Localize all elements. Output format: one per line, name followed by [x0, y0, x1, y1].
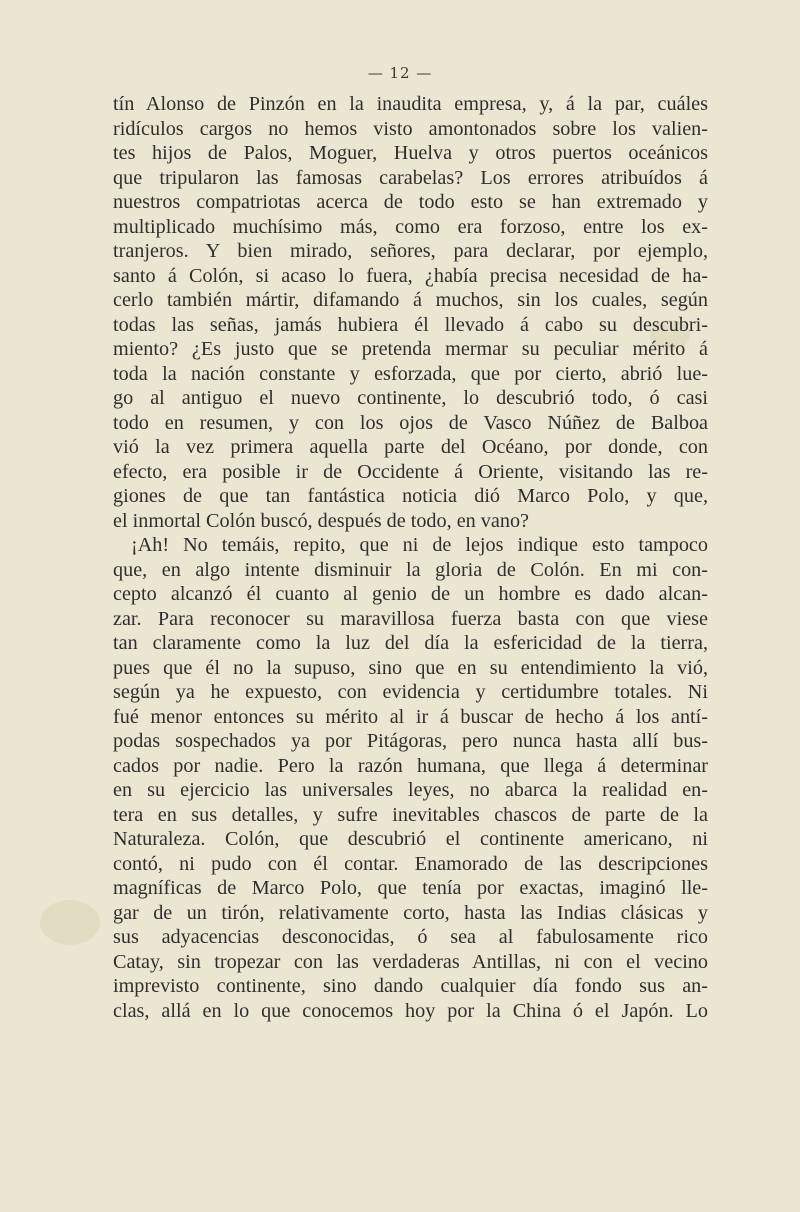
body-text [113, 92, 708, 1023]
text-line: magníficas de Marco Polo, que tenía por exactas, imaginó lle- [113, 877, 708, 899]
page-number: — 12 — [367, 64, 433, 82]
text-line: vió la vez primera aquella parte del Océano, por donde, con [113, 436, 708, 458]
text-line: podas sospechados ya por Pitágoras, pero nunca hasta allí bus- [113, 730, 708, 752]
text-line: ¡Ah! No temáis, repito, que ni de lejos indique esto tampoco [131, 534, 708, 556]
text-line: tan claramente como la luz del día la esfericidad de la tierra, [113, 632, 708, 654]
text-line: tín Alonso de Pinzón en la inaudita empresa, y, á la par, cuáles [113, 93, 708, 115]
text-line: fué menor entonces su mérito al ir á buscar de hecho á los antí- [113, 705, 708, 728]
text-line: pues que él no la supuso, sino que en su entendimiento la vió, [113, 656, 708, 679]
text-line: contó, ni pudo con él contar. Enamorado de las descripciones [113, 852, 708, 875]
text-line: tranjeros. Y bien mirado, señores, para declarar, por ejemplo, [113, 240, 708, 262]
paper-stain [40, 900, 100, 945]
text-line: gar de un tirón, relativamente corto, hasta las Indias clásicas y [113, 901, 708, 924]
text-line: cerlo también mártir, difamando á muchos, sin los cuales, según [113, 289, 708, 311]
text-line: el inmortal Colón buscó, después de todo, en vano? [113, 509, 530, 532]
text-line: todas las señas, jamás hubiera él llevado á cabo su descubri- [113, 313, 708, 336]
text-line: santo á Colón, si acaso lo fuera, ¿había precisa necesidad de ha- [113, 264, 708, 287]
text-line: clas, allá en lo que conocemos hoy por la China ó el Japón. Lo [113, 999, 708, 1022]
text-line: Naturaleza. Colón, que descubrió el continente americano, ni [113, 828, 708, 850]
text-line: ridículos cargos no hemos visto amontonados sobre los valien- [113, 117, 708, 140]
text-line: en su ejercicio las universales leyes, no abarca la realidad en- [113, 779, 708, 801]
text-line: que tripularon las famosas carabelas? Los errores atribuídos á [113, 166, 708, 189]
text-line: tes hijos de Palos, Moguer, Huelva y otros puertos oceánicos [113, 142, 708, 164]
text-line: zar. Para reconocer su maravillosa fuerza basta con que viese [113, 607, 708, 630]
text-line: según ya he expuesto, con evidencia y certidumbre totales. Ni [113, 681, 708, 703]
text-line: miento? ¿Es justo que se pretenda mermar su peculiar mérito á [113, 338, 708, 360]
text-line: tera en sus detalles, y sufre inevitables chascos de parte de la [113, 803, 708, 826]
text-line: cados por nadie. Pero la razón humana, que llega á determinar [113, 754, 708, 777]
text-line: nuestros compatriotas acerca de todo esto se han extremado y [113, 191, 708, 213]
text-line: toda la nación constante y esforzada, que por cierto, abrió lue- [113, 362, 708, 385]
text-line: giones de que tan fantástica noticia dió Marco Polo, y que, [113, 485, 708, 507]
text-line: go al antiguo el nuevo continente, lo descubrió todo, ó casi [113, 387, 708, 409]
text-line: cepto alcanzó él cuanto al genio de un hombre es dado alcan- [113, 583, 708, 605]
text-line: multiplicado muchísimo más, como era forzoso, entre los ex- [113, 215, 708, 238]
text-line: efecto, era posible ir de Occidente á Oriente, visitando las re- [113, 460, 708, 483]
text-line: imprevisto continente, sino dando cualquier día fondo sus an- [113, 975, 708, 997]
text-line: que, en algo intente disminuir la gloria de Colón. En mi con- [113, 558, 708, 581]
text-line: sus adyacencias desconocidas, ó sea al fabulosamente rico [113, 926, 708, 948]
text-line: todo en resumen, y con los ojos de Vasco Núñez de Balboa [113, 411, 708, 434]
text-line: Catay, sin tropezar con las verdaderas Antillas, ni con el vecino [113, 950, 708, 973]
